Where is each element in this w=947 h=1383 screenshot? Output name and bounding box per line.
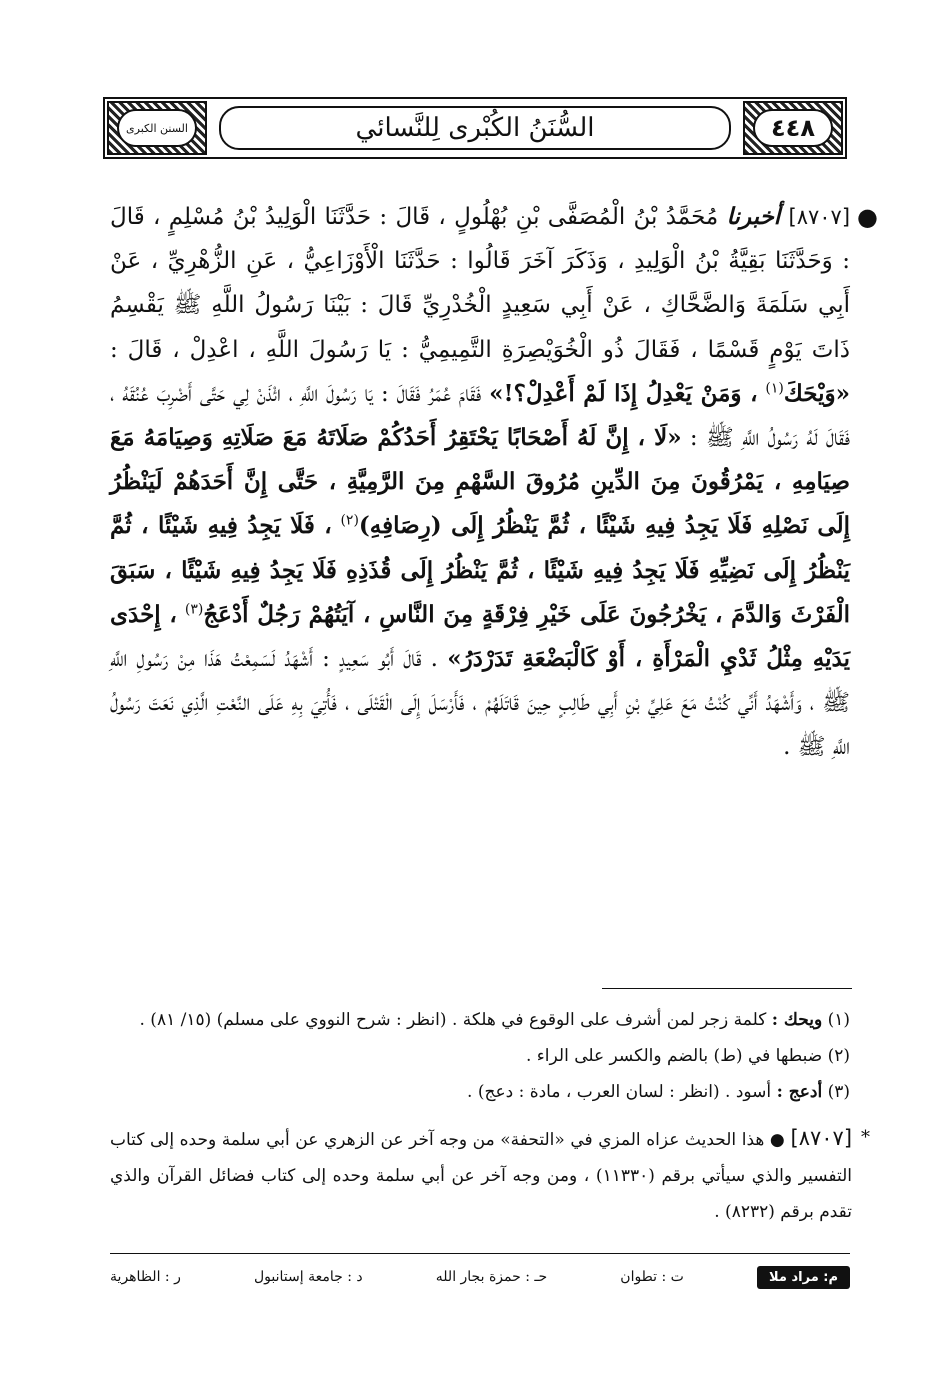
footnote-head: أدعج : [776,1082,823,1102]
page-number: ٤٤٨ [753,109,833,147]
hadith-opener: أخبرنا [726,203,781,230]
footnote-text: أسود . (انظر : لسان العرب ، مادة : دعج) . [467,1082,772,1102]
footnote-ref-2[interactable]: (٢) [340,512,359,529]
ornament-mark: السنن الكبرى [117,109,197,147]
header-ornament-left [107,101,207,155]
quote-part-4: ، فَلَا يَجِدُ فِيهِ شَيْئًا ، ثُمَّ يَنْظُرُ إِلَى نَضِيِّهِ فَلَا يَجِدُ فِيهِ شَيْئًا ، ثُمَّ يَنْظُرُ إِلَى قُذَذِهِ فَلَا يَجِدُ فِيهِ شَيْئًا ، سَبَقَ الْفَرْثَ وَالدَّمَ ، يَخْرُجُونَ عَلَى خَيْرِ فِرْقَةٍ مِنَ النَّاسِ ، آيَتُهُمْ رَجُلٌ أَدْعَجُ [110,512,850,628]
footnotes [110,1002,850,1110]
manuscript-sigla [110,1262,850,1292]
quote-part-5: ، إِحْدَى يَدَيْهِ مِثْلُ ثَدْيِ الْمَرْأَةِ ، أَوْ كَالْبَضْعَةِ تَدَرْدَرُ» [110,600,851,673]
quote-part-2: ، وَمَنْ يَعْدِلُ إِذَا لَمْ أَعْدِلْ؟!» [489,379,758,407]
takhrij-number: [٨٧٠٧] [790,1126,853,1150]
footnote-number: (٣) [827,1082,850,1102]
narration-part-3: . قَالَ أَبُو سَعِيدٍ : أَشْهَدُ لَسَمِعْتُ هَذَا مِنْ رَسُولِ اللَّهِ ﷺ ، وَأَشْهَدُ أَنِّي كُنْتُ مَعَ عَلِيِّ بْنِ أَبِي طَالِبٍ حِينَ قَاتَلَهُمْ ، فَأَرْسَلَ إِلَى الْقَتْلَى ، فَأُتِيَ بِهِ عَلَى النَّعْتِ الَّذِي نَعَتَ رَسُولُ اللَّهِ ﷺ . [110,646,850,761]
takhrij-note [110,1120,870,1230]
quote-part-1: «وَيْحَكَ [783,379,850,407]
header-ornament-right [743,101,843,155]
siglum-m: م: مراد ملا [757,1266,850,1289]
footnote-ref-1[interactable]: (١) [765,380,784,397]
siglum-t: ت : تطوان [620,1269,684,1285]
quote-part-3: «لَا ، إِنَّ لَهُ أَصْحَابًا يَحْتَقِرُ أَحَدُكُمْ صَلَاتَهُ مَعَ صَلَاتِهِ وَصِيَامَهُ مَعَ صِيَامِهِ ، يَمْرُقُونَ مِنَ الدِّينِ مُرُوقَ السَّهْمِ مِنَ الرَّمِيَّةِ ، حَتَّى إِنَّ أَحَدَهُمْ لَيَنْظُرُ إِلَى نَصْلِهِ فَلَا يَجِدُ فِيهِ شَيْئًا ، ثُمَّ يَنْظُرُ إِلَى (رِصَافِهِ) [110,424,850,540]
siglum-h: حـ : حمزة بجار الله [435,1269,548,1285]
footnote-ref-3[interactable]: (٣) [184,601,204,618]
siglum-r: ر : الظاهرية [110,1269,181,1285]
footer-divider [110,1253,850,1254]
footnote-text: كلمة زجر لمن أشرف على الوقوع في هلكة . (انظر : شرح النووي على مسلم) (١٥/ ٨١) . [139,1010,767,1030]
siglum-d: د : جامعة إستانبول [254,1269,363,1285]
footnote-3 [110,1074,850,1110]
footnote-1 [110,1002,850,1038]
page-header [103,97,847,159]
footnote-text: ضبطها في (ط) بالضم والكسر على الراء . [526,1046,823,1066]
star-icon: * [861,1127,870,1148]
footnote-2 [110,1038,850,1074]
footnote-head: ويحك : [771,1010,823,1030]
book-title: السُّنَنُ الكُبْرى لِلنَّسائي [219,106,731,150]
hadith-number: [٨٧٠٧] [788,205,851,229]
takhrij-text: ● هذا الحديث عزاه المزي في «التحفة» من وجه آخر عن الزهري عن أبي سلمة وحده إلى كتاب التفسير والذي سيأتي برقم (١١٣٣٠) ، ومن وجه آخر عن أبي سلمة وحده إلى كتاب فضائل القرآن والذي تقدم برقم (٨٢٣٢) . [110,1130,852,1222]
footnote-number: (٢) [827,1046,850,1066]
hadith-chain: مُحَمَّدُ بْنُ الْمُصَفَّى بْنِ بُهْلُولٍ ، قَالَ : حَدَّثَنَا الْوَلِيدُ بْنُ مُسْلِمٍ ، قَالَ : وَحَدَّثَنَا بَقِيَّةُ بْنُ الْوَلِيدِ ، وَذَكَرَ آخَرَ قَالُوا : حَدَّثَنَا الْأَوْزَاعِيُّ ، عَنِ الزُّهْرِيِّ ، عَنْ أَبِي سَلَمَةَ وَالضَّحَّاكِ ، عَنْ أَبِي سَعِيدٍ الْخُدْرِيِّ قَالَ : بَيْنَا رَسُولُ اللَّهِ ﷺ يَقْسِمُ ذَاتَ يَوْمٍ قَسْمًا ، فَقَالَ ذُو الْخُوَيْصِرَةِ التَّمِيمِيُّ : يَا رَسُولَ اللَّهِ ، اعْدِلْ ، قَالَ : [110,204,850,363]
narration-part-2: فَقَامَ عُمَرُ فَقَالَ : يَا رَسُولَ اللَّهِ ، ائْذَنْ لِي حَتَّى أَضْرِبَ عُنُقَهُ ، فَقَالَ لَهُ رَسُولُ اللَّهِ ﷺ : [110,380,850,452]
footnote-number: (١) [827,1010,850,1030]
bullet-icon: ● [857,203,878,231]
footnote-divider [602,988,852,989]
hadith-text [110,195,878,770]
hadith-paragraph [110,195,878,770]
